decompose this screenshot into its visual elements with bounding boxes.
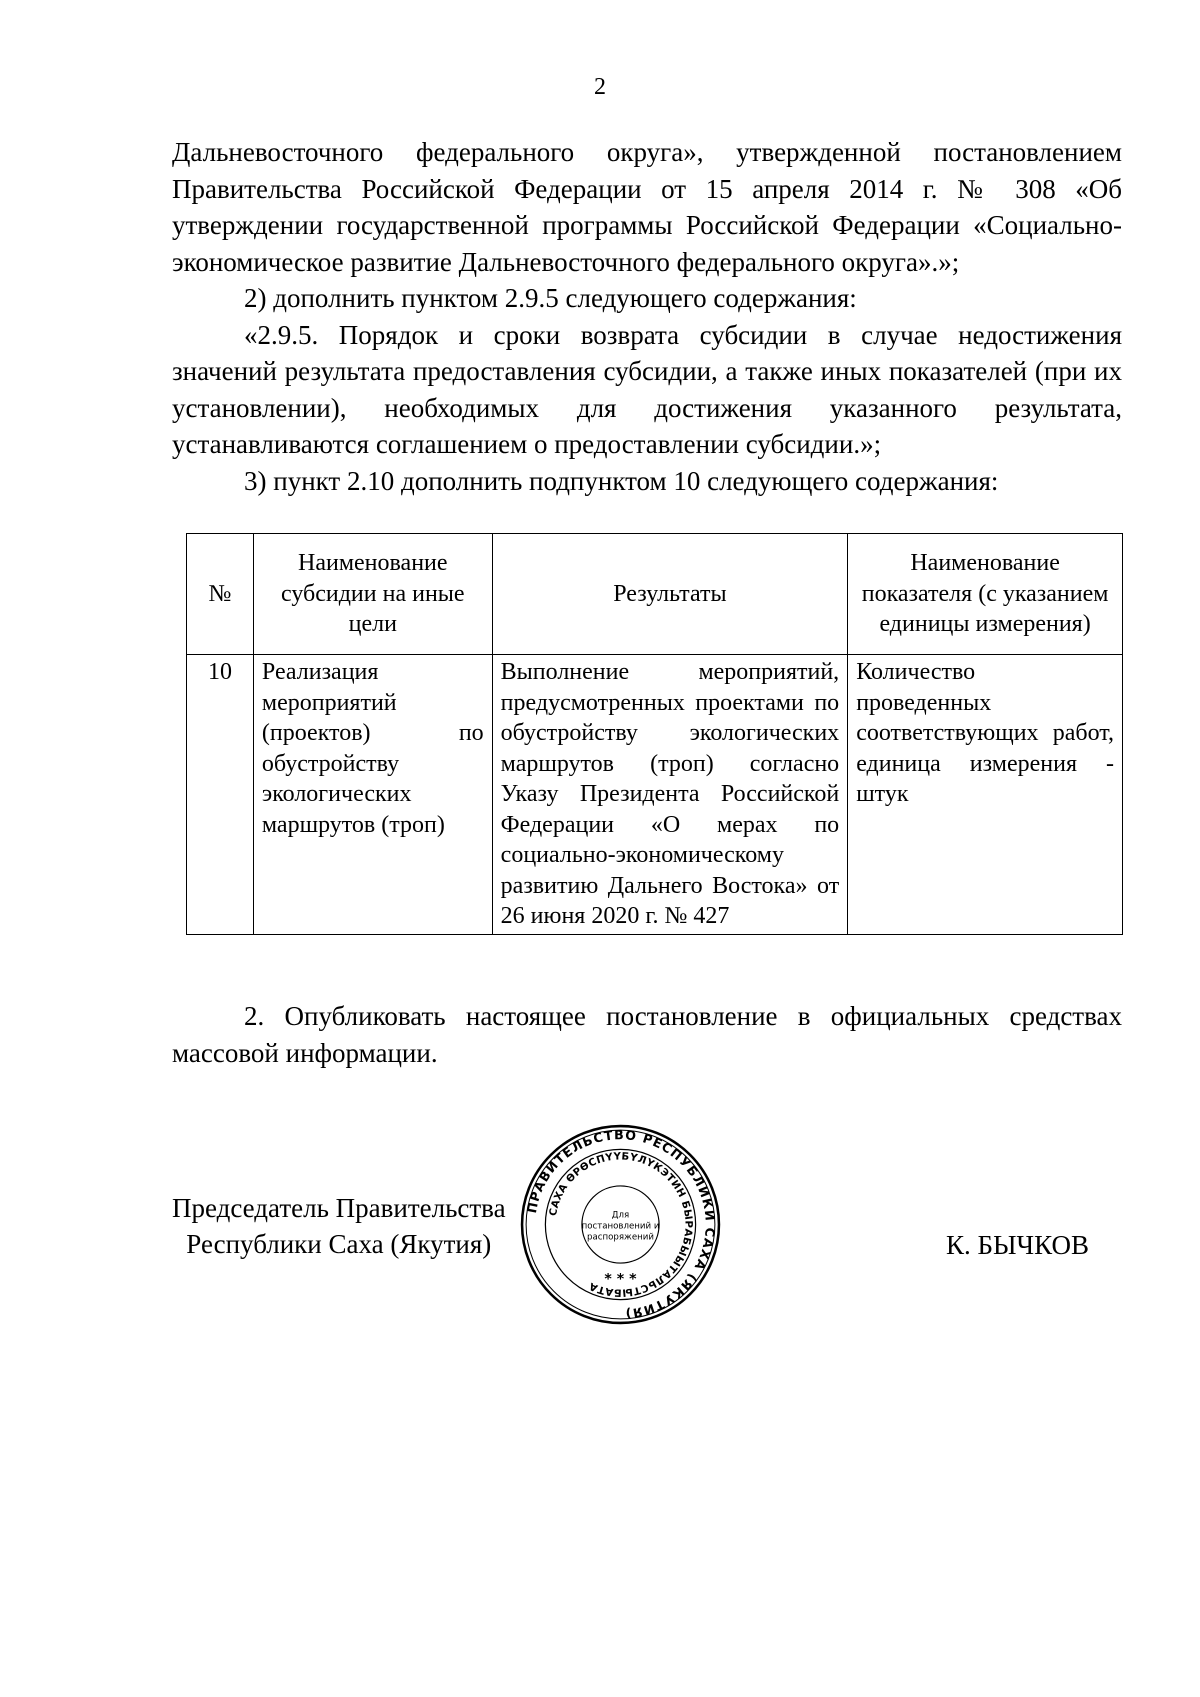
paragraph-item-3: 3) пункт 2.10 дополнить подпунктом 10 следующего содержания:: [244, 465, 999, 496]
header-number: №: [187, 534, 254, 655]
signatory-title-line2: Республики Саха (Якутия): [186, 1229, 492, 1259]
cell-indicator: Количество проведенных соответствующих работ, единица измерения - штук: [848, 655, 1123, 935]
paragraph-continuation: Дальневосточного федерального округа», утвержденной постановлением Правительства Российской Федерации от 15 апреля 2014 г. № 308 «Об утверждении государственной программы Российской Федерации «Социально-экономическое развитие Дальневосточного федерального округа».»;: [172, 137, 1122, 277]
cell-results: Выполнение мероприятий, предусмотренных проектами по обустройству экологических маршрутов (троп) согласно Указу Президента Российской Федерации «О мерах по социально-экономическому развитию Дальнего Востока» от 26 июня 2020 г. № 427: [492, 655, 848, 935]
table-header-row: [187, 534, 1123, 655]
subsidy-table: [186, 533, 1123, 935]
table-row: [187, 655, 1123, 935]
page-number: 2: [594, 74, 606, 100]
seal-inner-text: САХА ӨРӨСПҮҮБҮЛҮКЭТИН БЫРАБЫЫТАЛЬСТЫБАТА: [548, 1151, 694, 1298]
seal-outer-text: ПРАВИТЕЛЬСТВО РЕСПУБЛИКИ САХА (ЯКУТИЯ): [523, 1127, 718, 1322]
header-indicator: Наименование показателя (с указанием единицы измерения): [848, 534, 1123, 655]
paragraph-publish: 2. Опубликовать настоящее постановление в официальных средствах массовой информации.: [172, 1001, 1122, 1068]
header-results: Результаты: [492, 534, 848, 655]
cell-number: 10: [187, 655, 254, 935]
official-seal: [519, 1123, 722, 1326]
paragraph-item-2: 2) дополнить пунктом 2.9.5 следующего содержания:: [244, 283, 857, 313]
seal-center-line2: постановлений и: [581, 1221, 660, 1232]
signatory-title: [172, 1190, 506, 1262]
seal-center-line3: распоряжений: [587, 1232, 654, 1243]
paragraph-clause-2-9-5: «2.9.5. Порядок и сроки возврата субсидии в случае недостижения значений результата предоставления субсидии, а также иных показателей (при их установлении), необходимых для достижения указанного результата, устанавливаются соглашением о предоставлении субсидии.»;: [172, 319, 1122, 459]
seal-center-line1: Для: [611, 1210, 630, 1221]
seal-stars: * * *: [604, 1271, 637, 1288]
cell-subsidy-name: Реализация мероприятий (проектов) по обустройству экологических маршрутов (троп): [253, 655, 492, 935]
body-text: [172, 134, 1122, 499]
header-subsidy-name: Наименование субсидии на иные цели: [253, 534, 492, 655]
signatory-title-line1: Председатель Правительства: [172, 1193, 506, 1223]
signatory-name: К. БЫЧКОВ: [946, 1230, 1089, 1260]
